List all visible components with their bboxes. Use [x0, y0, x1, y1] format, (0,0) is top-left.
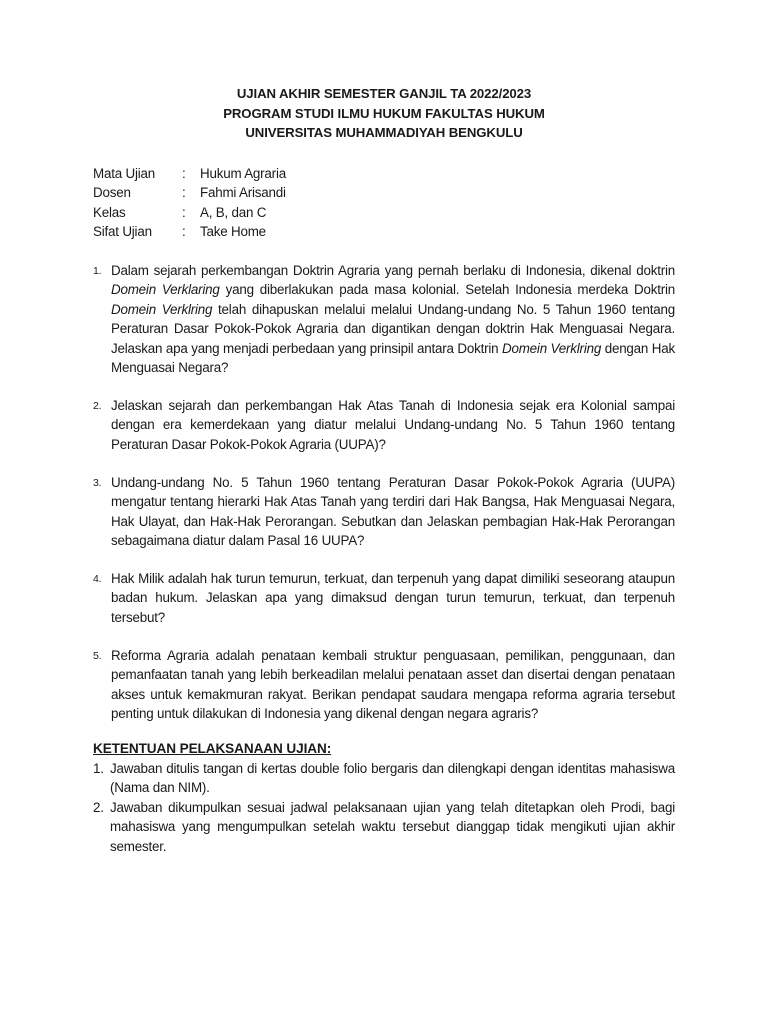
info-row-class [93, 203, 286, 222]
question-text-italic: Domein Verklring [111, 301, 213, 317]
question-item [93, 396, 675, 454]
rule-text: Jawaban dikumpulkan sesuai jadwal pelaksanaan ujian yang telah ditetapkan oleh Prodi, bagi mahasiswa yang mengumpulkan setelah waktu tersebut dianggap tidak mengikuti ujian akhir semester. [110, 799, 675, 854]
info-separator: : [182, 204, 186, 220]
question-number: 1. [93, 265, 102, 277]
rule-number: 1. [93, 761, 104, 776]
info-value: Hukum Agraria [200, 166, 286, 181]
question-text-part: telah dihapuskan melalui melalui Undang-undang No. 5 Tahun 1960 tentang Peraturan Dasar Pokok-Pokok Agraria dan digantikan dengan doktrin Hak Menguasai Negara. Jelaskan apa yang menjadi perbedaan yang prinsipil antara Doktrin [111, 301, 675, 356]
info-row-lecturer [93, 183, 286, 202]
header-line-university: UNIVERSITAS MUHAMMADIYAH BENGKULU [245, 125, 523, 140]
rule-item [93, 759, 675, 798]
info-value: Take Home [200, 223, 266, 239]
question-item [93, 569, 675, 627]
question-text [111, 261, 675, 377]
question-number: 2. [93, 400, 102, 413]
info-label: Kelas [93, 204, 126, 220]
question-text: Jelaskan sejarah dan perkembangan Hak Atas Tanah di Indonesia sejak era Kolonial sampai dengan era kemerdekaan yang diatur melalui Undang-undang No. 5 Tahun 1960 tentang Peraturan Dasar Pokok-Pokok Agraria (UUPA)? [111, 398, 675, 452]
rules-list [93, 759, 675, 856]
question-text-italic: Domein Verklring [502, 340, 602, 356]
info-label: Dosen [93, 185, 131, 201]
info-label: Sifat Ujian [93, 223, 152, 239]
question-text-part: yang diberlakukan pada masa kolonial. Setelah Indonesia merdeka Doktrin [219, 282, 676, 298]
header-line-exam-title: UJIAN AKHIR SEMESTER GANJIL TA 2022/2023 [236, 86, 532, 101]
question-number: 5. [93, 649, 102, 662]
rule-text: Jawaban ditulis tangan di kertas double folio bergaris dan dilengkapi dengan identitas mahasiswa (Nama dan NIM). [110, 761, 675, 796]
question-item [93, 261, 675, 377]
exam-info-block [93, 164, 286, 241]
rules-heading: KETENTUAN PELAKSANAAN UJIAN: [93, 741, 332, 756]
question-text-part: Dalam sejarah perkembangan Doktrin Agraria yang pernah berlaku di Indonesia, dikenal doktrin [111, 263, 675, 278]
info-separator: : [182, 185, 186, 201]
question-text: Reforma Agraria adalah penataan kembali struktur penguasaan, pemilikan, penggunaan, dan pemanfaatan tanah yang lebih berkeadilan melalui penataan asset dan disertai dengan penataan akses untuk kemakmuran rakyat. Berikan pendapat saudara mengapa reforma agraria tersebut penting untuk dilakukan di Indonesia yang dikenal dengan negara agraris? [111, 647, 675, 722]
question-text-italic: Domein Verklaring [111, 282, 220, 298]
info-separator: : [182, 223, 186, 239]
info-label: Mata Ujian [93, 166, 156, 181]
question-item [93, 473, 675, 551]
header-line-program: PROGRAM STUDI ILMU HUKUM FAKULTAS HUKUM [223, 105, 545, 121]
info-value: Fahmi Arisandi [200, 185, 286, 201]
exam-header [0, 84, 768, 143]
question-text: Undang-undang No. 5 Tahun 1960 tentang Peraturan Dasar Pokok-Pokok Agraria (UUPA) mengatur tentang hierarki Hak Atas Tanah yang terdiri dari Hak Bangsa, Hak Menguasai Negara, Hak Ulayat, dan Hak-Hak Perorangan. Sebutkan dan Jelaskan pembagian Hak-Hak Perorangan sebagaimana diatur dalam Pasal 16 UUPA? [111, 474, 675, 549]
question-text-part: dengan Hak Menguasai Negara? [111, 340, 675, 376]
info-separator: : [182, 166, 186, 181]
info-row-exam-type [93, 222, 286, 241]
info-value: A, B, dan C [200, 204, 267, 220]
question-text: Hak Milik adalah hak turun temurun, terkuat, dan terpenuh yang dapat dimiliki seseorang ataupun badan hukum. Jelaskan apa yang dimaksud dengan turun temurun, terkuat, dan terpenuh tersebut? [111, 571, 675, 625]
rule-item [93, 798, 675, 856]
rule-number: 2. [93, 799, 104, 815]
info-row-subject [93, 164, 286, 183]
question-list [93, 261, 675, 742]
question-number: 4. [93, 573, 102, 586]
question-number: 3. [93, 476, 102, 489]
question-item [93, 646, 675, 724]
